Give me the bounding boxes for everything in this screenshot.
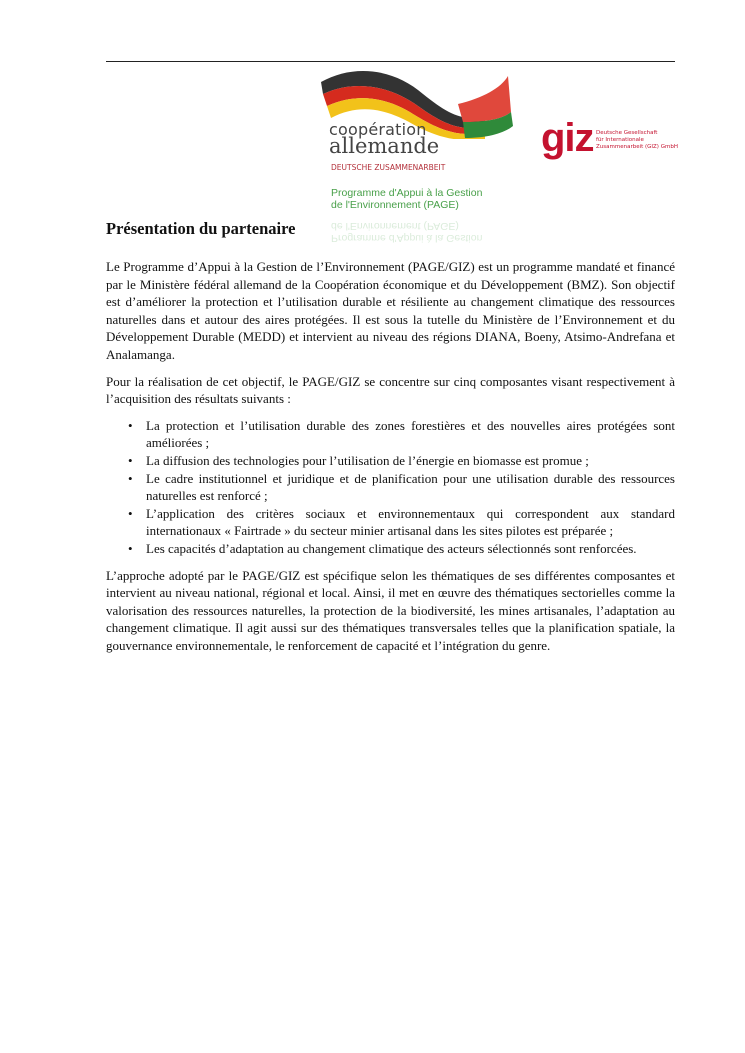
list-item: [106, 417, 675, 452]
logo-cooperation: coopération: [329, 120, 427, 139]
list-item: [106, 470, 675, 505]
bullet-icon: •: [128, 452, 133, 468]
paragraph-approach: L’approche adopté par le PAGE/GIZ est spécifique selon les thématiques de ses différentes composantes et intervient au niveau national, régional et local. Ainsi, il met en œuvre des thématiques sectorielles comme la valorisation des ressources naturelles, la protection de la biodiversité, les mines artisanales, l’adaptation au changement climatique. Il agit aussi sur des thématiques transversales telles que la planification spatiale, la gouvernance environnementale, le renforcement de capacité et l’intégration du genre.: [106, 567, 675, 653]
logo-programme: [331, 187, 482, 211]
results-list: [106, 417, 675, 558]
document-body: [106, 258, 675, 663]
list-item-text: Les capacités d’adaptation au changement climatique des acteurs sélectionnés sont renforcées.: [146, 540, 637, 556]
giz-logo-text: [596, 130, 678, 151]
reflection-line2: de l'Environnement (PAGE): [331, 220, 459, 232]
giz-logo: giz: [541, 116, 594, 160]
list-item-text: Le cadre institutionnel et juridique et de planification pour une utilisation durable des ressources naturelles est renforcé ;: [146, 470, 675, 504]
giz-text-line3: Zusammenarbeit (GIZ) GmbH: [596, 144, 678, 150]
list-item: [106, 540, 675, 558]
list-item-text: L’application des critères sociaux et environnementaux qui correspondent aux standard internationaux « Fairtrade » du secteur minier artisanal dans les sites pilotes est préparée ;: [146, 505, 675, 539]
list-item-text: La protection et l’utilisation durable des zones forestières et des nouvelles aires protégées sont améliorées ;: [146, 417, 675, 451]
list-item-text: La diffusion des technologies pour l’utilisation de l’énergie en biomasse est promue ;: [146, 452, 589, 468]
bullet-icon: •: [128, 540, 133, 556]
logo-programme-line1: Programme d'Appui à la Gestion: [331, 187, 483, 199]
logo-deutsche-zusammenarbeit: DEUTSCHE ZUSAMMENARBEIT: [331, 163, 446, 172]
logo-programme-line2: de l'Environnement (PAGE): [331, 199, 459, 211]
paragraph-objective: Pour la réalisation de cet objectif, le PAGE/GIZ se concentre sur cinq composantes visant respectivement à l’acquisition des résultats suivants :: [106, 373, 675, 407]
giz-text-line1: Deutsche Gesellschaft: [596, 130, 658, 136]
section-heading: Présentation du partenaire: [106, 219, 296, 238]
bullet-icon: •: [128, 505, 133, 521]
list-item: [106, 452, 675, 470]
bullet-icon: •: [128, 417, 133, 433]
reflection-line1: Programme d'Appui à la Gestion: [331, 232, 483, 244]
giz-text-line2: für Internationale: [596, 137, 644, 143]
logo-programme-reflection: [331, 220, 482, 244]
header-rule: [106, 61, 675, 62]
partner-logo: [313, 64, 680, 250]
bullet-icon: •: [128, 470, 133, 486]
logo-allemande: allemande: [329, 134, 440, 158]
list-item: [106, 505, 675, 540]
paragraph-intro: Le Programme d’Appui à la Gestion de l’Environnement (PAGE/GIZ) est un programme mandaté et financé par le Ministère fédéral allemand de la Coopération économique et du Développement (BMZ). Son objectif est d’améliorer la protection et l’utilisation durable et résiliente au changement climatique des ressources naturelles dans et autour des aires protégées. Il est sous la tutelle du Ministère de l’Environnement et du Développement Durable (MEDD) et intervient au niveau des régions DIANA, Boeny, Atsimo-Andrefana et Analamanga.: [106, 259, 675, 362]
